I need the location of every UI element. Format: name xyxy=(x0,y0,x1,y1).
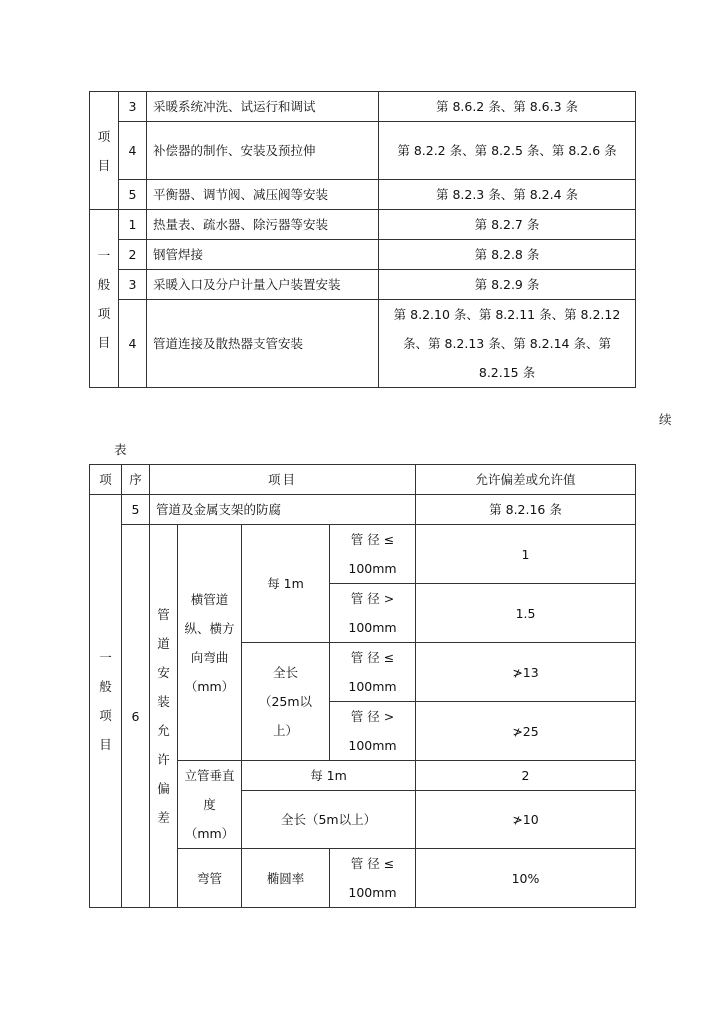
value: ≯13 xyxy=(416,643,636,702)
vert-per-1m-label: 每 1m xyxy=(242,761,416,791)
category-label: 管道安装允许偏差 xyxy=(150,525,178,908)
row-ref: 第 8.2.9 条 xyxy=(379,270,636,300)
vertical-label: 立管垂直度（mm） xyxy=(178,761,242,849)
group-label-general: 一般项目 xyxy=(90,495,122,908)
group-label-main: 项目 xyxy=(90,92,119,210)
cond-le: 管 径 ≤ 100mm xyxy=(330,525,416,584)
value: 1 xyxy=(416,525,636,584)
row-item: 补偿器的制作、安装及预拉伸 xyxy=(147,122,379,180)
bend-label: 弯管 xyxy=(178,849,242,908)
bend-cond: 管 径 ≤ 100mm xyxy=(330,849,416,908)
row-ref: 第 8.2.7 条 xyxy=(379,210,636,240)
per-1m-label: 每 1m xyxy=(242,525,330,643)
inspection-items-table xyxy=(89,91,636,388)
header-col3: 项目 xyxy=(150,465,416,495)
cond-gt: 管 径 > 100mm xyxy=(330,584,416,643)
tolerance-table xyxy=(89,464,636,908)
row-num: 4 xyxy=(119,300,147,388)
row-item: 采暖入口及分户计量入户装置安装 xyxy=(147,270,379,300)
header-col4: 允许偏差或允许值 xyxy=(416,465,636,495)
vert-full-label: 全长（5m以上） xyxy=(242,791,416,849)
row-item: 钢管焊接 xyxy=(147,240,379,270)
row-item: 管道连接及散热器支管安装 xyxy=(147,300,379,388)
row-item: 采暖系统冲洗、试运行和调试 xyxy=(147,92,379,122)
row-item: 平衡器、调节阀、减压阀等安装 xyxy=(147,180,379,210)
header-col2: 序 xyxy=(122,465,150,495)
value: 1.5 xyxy=(416,584,636,643)
row-num: 2 xyxy=(119,240,147,270)
row-ref: 第 8.2.3 条、第 8.2.4 条 xyxy=(379,180,636,210)
cond-gt: 管 径 > 100mm xyxy=(330,702,416,761)
row-ref: 第 8.2.8 条 xyxy=(379,240,636,270)
row-item: 热量表、疏水器、除污器等安装 xyxy=(147,210,379,240)
value: ≯25 xyxy=(416,702,636,761)
ellipse-label: 椭圆率 xyxy=(242,849,330,908)
value: 10% xyxy=(416,849,636,908)
row-ref: 第 8.2.2 条、第 8.2.5 条、第 8.2.6 条 xyxy=(379,122,636,180)
group-label-general: 一般项目 xyxy=(90,210,119,388)
header-col1: 项 xyxy=(90,465,122,495)
row-item: 管道及金属支架的防腐 xyxy=(150,495,416,525)
row-num: 5 xyxy=(119,180,147,210)
cond-le: 管 径 ≤ 100mm xyxy=(330,643,416,702)
continued-label-char1: 续 xyxy=(659,412,672,427)
row-num: 3 xyxy=(119,92,147,122)
row-num: 4 xyxy=(119,122,147,180)
row-num: 5 xyxy=(122,495,150,525)
row-ref: 第 8.6.2 条、第 8.6.3 条 xyxy=(379,92,636,122)
row-num: 1 xyxy=(119,210,147,240)
value: ≯10 xyxy=(416,791,636,849)
full-length-label: 全长（25m以上） xyxy=(242,643,330,761)
horizontal-label: 横管道纵、横方向弯曲（mm） xyxy=(178,525,242,761)
row-num: 3 xyxy=(119,270,147,300)
row-num: 6 xyxy=(122,525,150,908)
value: 2 xyxy=(416,761,636,791)
continued-label-char2: 表 xyxy=(114,442,127,457)
row-ref: 第 8.2.10 条、第 8.2.11 条、第 8.2.12 条、第 8.2.13 条、第 8.2.14 条、第 8.2.15 条 xyxy=(379,300,636,388)
row-ref: 第 8.2.16 条 xyxy=(416,495,636,525)
